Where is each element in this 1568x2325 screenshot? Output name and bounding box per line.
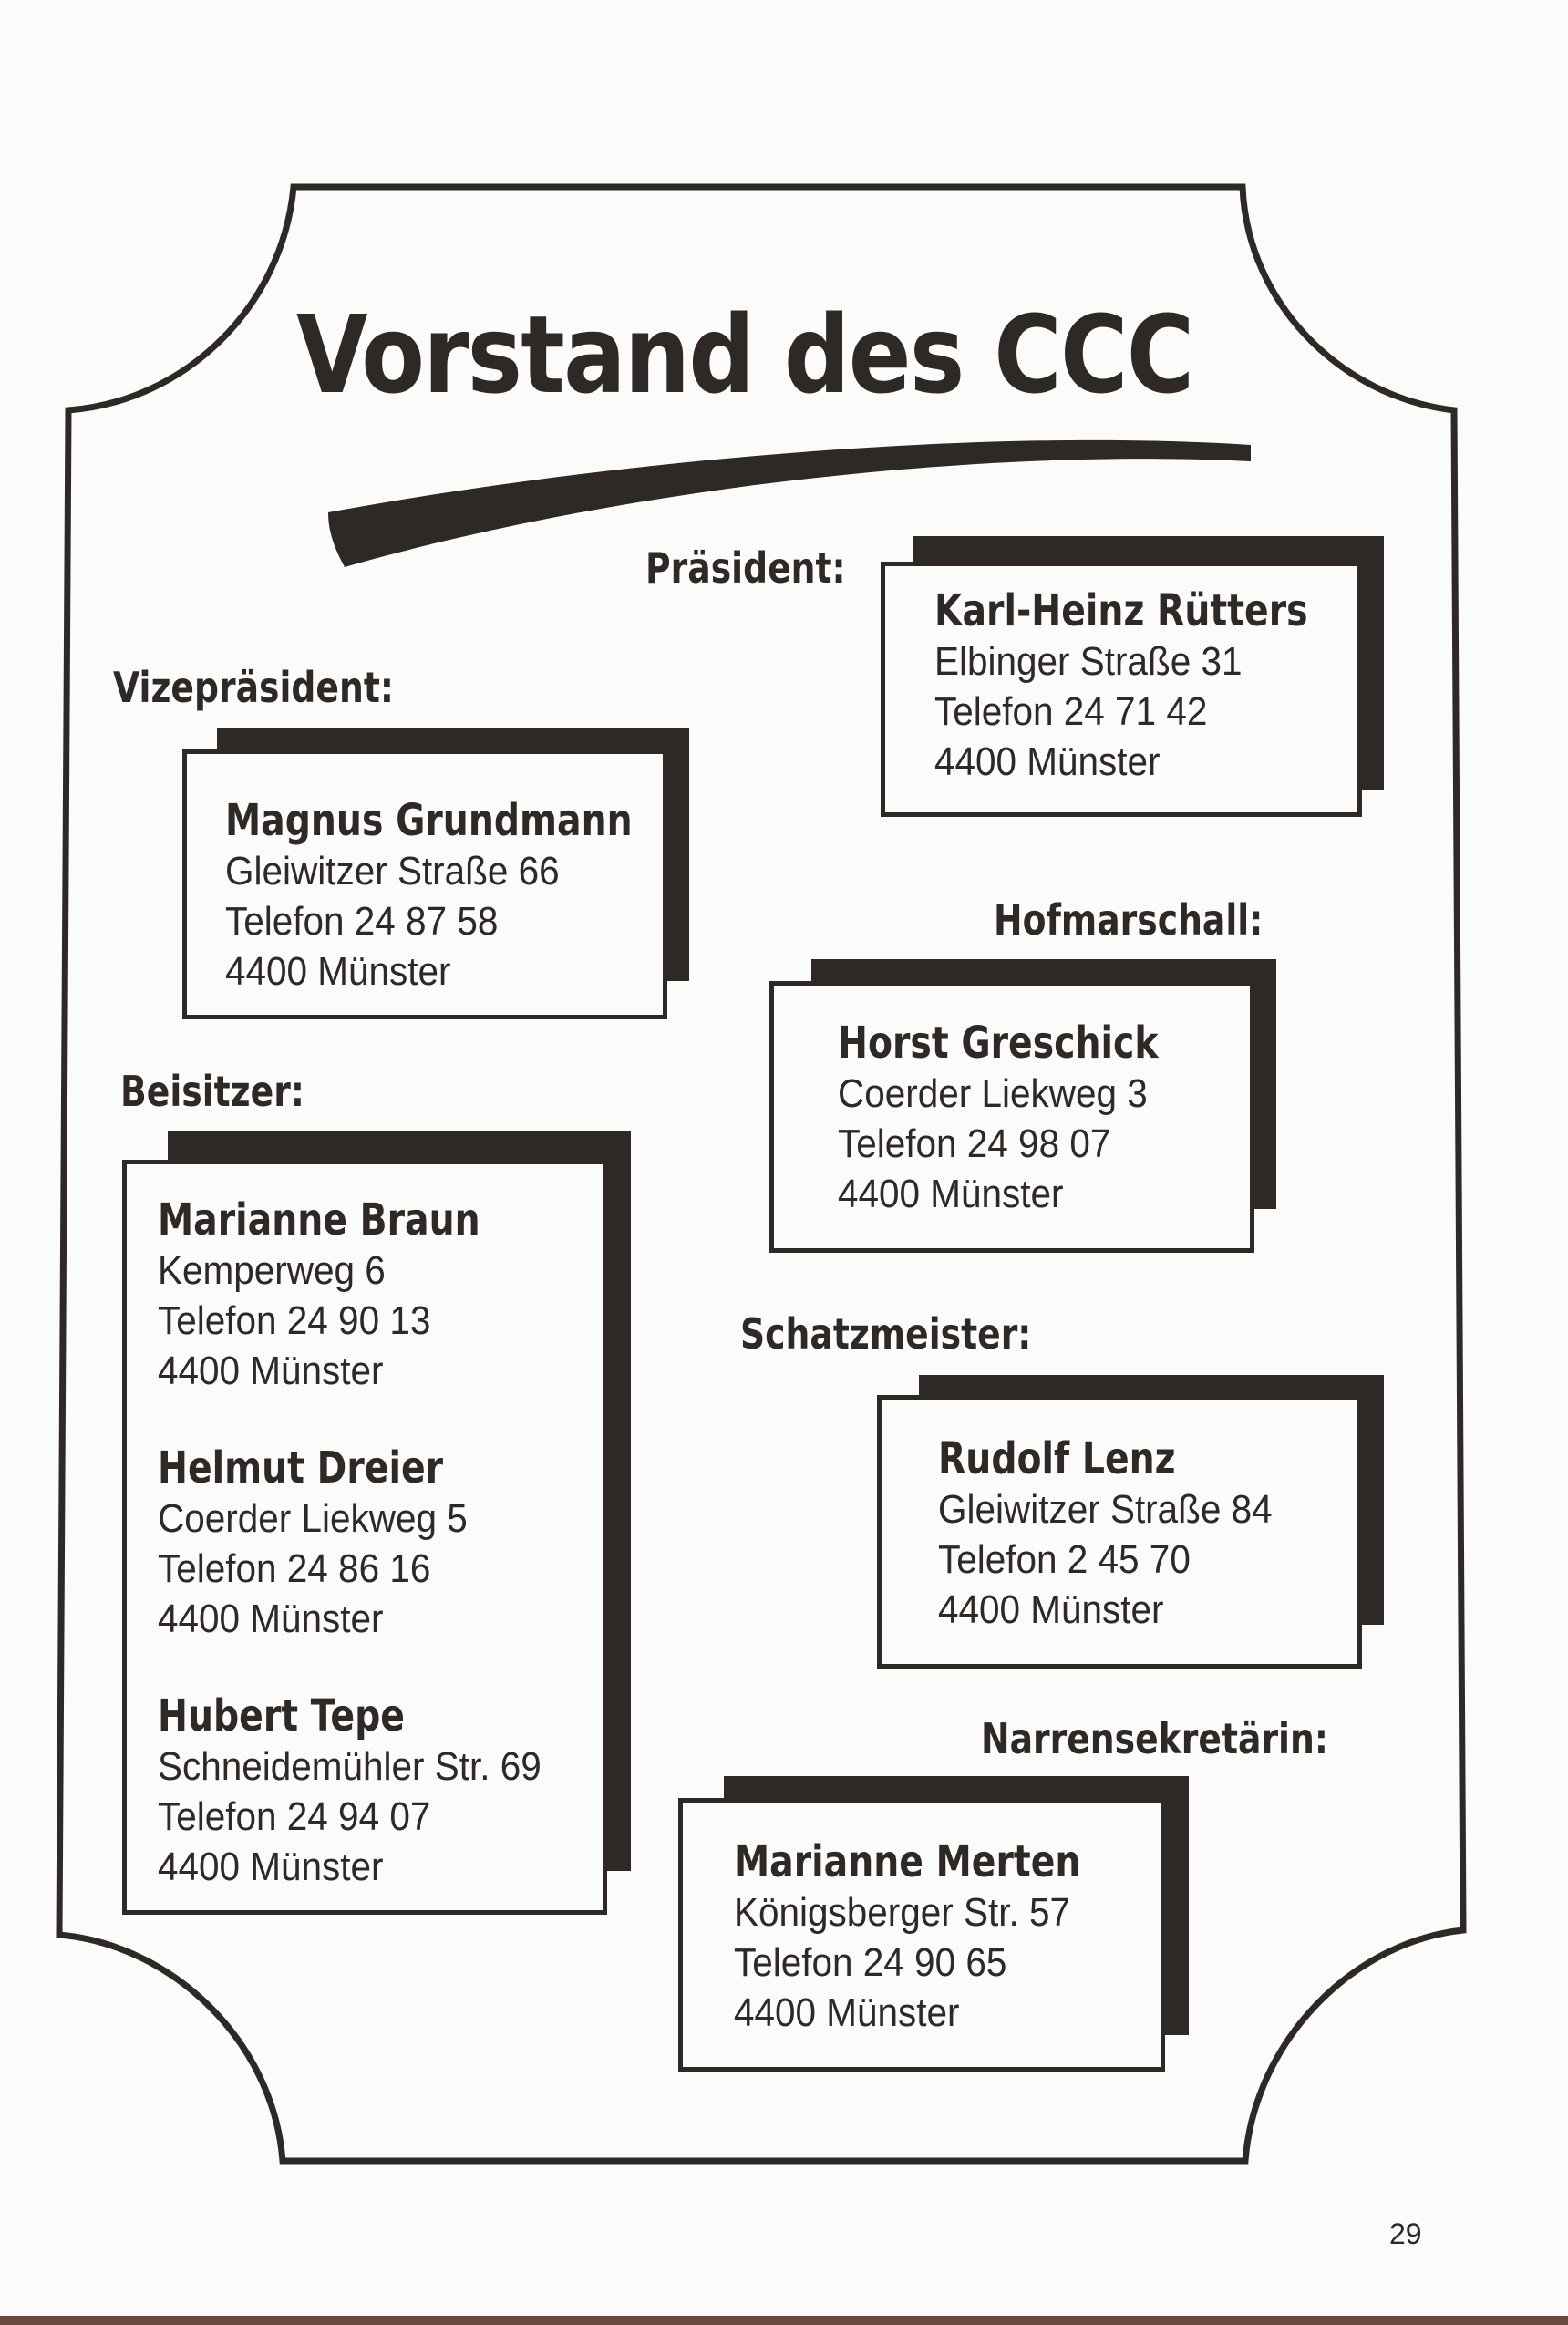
member-beisitzer <box>158 1195 603 1396</box>
role-label-hofmarschall: Hofmarschall: <box>994 895 1264 945</box>
member-city: 4400 Münster <box>838 1172 1064 1216</box>
role-label-vizepraesident: Vizepräsident: <box>113 663 394 712</box>
member-hofmarschall <box>838 1018 1250 1219</box>
member-street: Coerder Liekweg 3 <box>838 1071 1148 1116</box>
member-city: 4400 Münster <box>158 1596 384 1641</box>
member-beisitzer <box>158 1691 603 1892</box>
member-beisitzer <box>158 1443 603 1644</box>
member-city: 4400 Münster <box>158 1844 384 1889</box>
member-name: Helmut Dreier <box>158 1442 444 1493</box>
member-name: Rudolf Lenz <box>938 1433 1176 1484</box>
card-hofmarschall <box>769 959 1276 1253</box>
member-phone: Telefon 24 90 65 <box>734 1940 1007 1985</box>
page-title: Vorstand des CCC <box>296 292 1193 418</box>
role-label-schatzmeister: Schatzmeister: <box>740 1309 1032 1359</box>
member-street: Elbinger Straße 31 <box>934 639 1243 684</box>
member-street: Gleiwitzer Straße 66 <box>225 849 560 894</box>
card-vizepraesident <box>182 728 689 1021</box>
member-city: 4400 Münster <box>934 739 1161 784</box>
role-label-praesident: Präsident: <box>645 543 846 593</box>
member-street: Kemperweg 6 <box>158 1248 386 1293</box>
member-narrensekretaerin <box>734 1837 1161 2038</box>
member-phone: Telefon 24 90 13 <box>158 1298 431 1343</box>
member-vizepraesident <box>225 796 663 997</box>
member-phone: Telefon 24 98 07 <box>838 1121 1111 1166</box>
card-narrensekretaerin <box>678 1776 1189 2072</box>
role-label-narrensekretaerin: Narrensekretärin: <box>981 1714 1328 1763</box>
member-name: Marianne Merten <box>734 1836 1081 1887</box>
member-street: Coerder Liekweg 5 <box>158 1496 468 1541</box>
member-street: Königsberger Str. 57 <box>734 1890 1071 1935</box>
card-schatzmeister <box>877 1375 1384 1669</box>
card-beisitzer <box>122 1131 631 1917</box>
member-praesident <box>934 586 1357 787</box>
member-phone: Telefon 24 87 58 <box>225 899 499 944</box>
member-schatzmeister <box>938 1434 1357 1635</box>
member-name: Magnus Grundmann <box>225 795 633 846</box>
member-name: Horst Greschick <box>838 1018 1159 1069</box>
member-phone: Telefon 24 94 07 <box>158 1794 431 1839</box>
member-city: 4400 Münster <box>734 1990 960 2035</box>
card-praesident <box>881 536 1384 828</box>
member-city: 4400 Münster <box>225 949 451 994</box>
member-name: Karl-Heinz Rütters <box>934 585 1308 636</box>
member-name: Hubert Tepe <box>158 1690 405 1741</box>
member-phone: Telefon 24 86 16 <box>158 1546 431 1591</box>
page-number: 29 <box>1389 2217 1422 2250</box>
member-name: Marianne Braun <box>158 1194 480 1245</box>
member-street: Gleiwitzer Straße 84 <box>938 1487 1273 1532</box>
member-phone: Telefon 2 45 70 <box>938 1537 1191 1582</box>
member-phone: Telefon 24 71 42 <box>934 689 1208 734</box>
member-city: 4400 Münster <box>938 1587 1164 1632</box>
scan-bottom-edge <box>0 2316 1568 2325</box>
role-label-beisitzer: Beisitzer: <box>120 1067 304 1116</box>
member-city: 4400 Münster <box>158 1348 384 1393</box>
member-street: Schneidemühler Str. 69 <box>158 1744 542 1789</box>
